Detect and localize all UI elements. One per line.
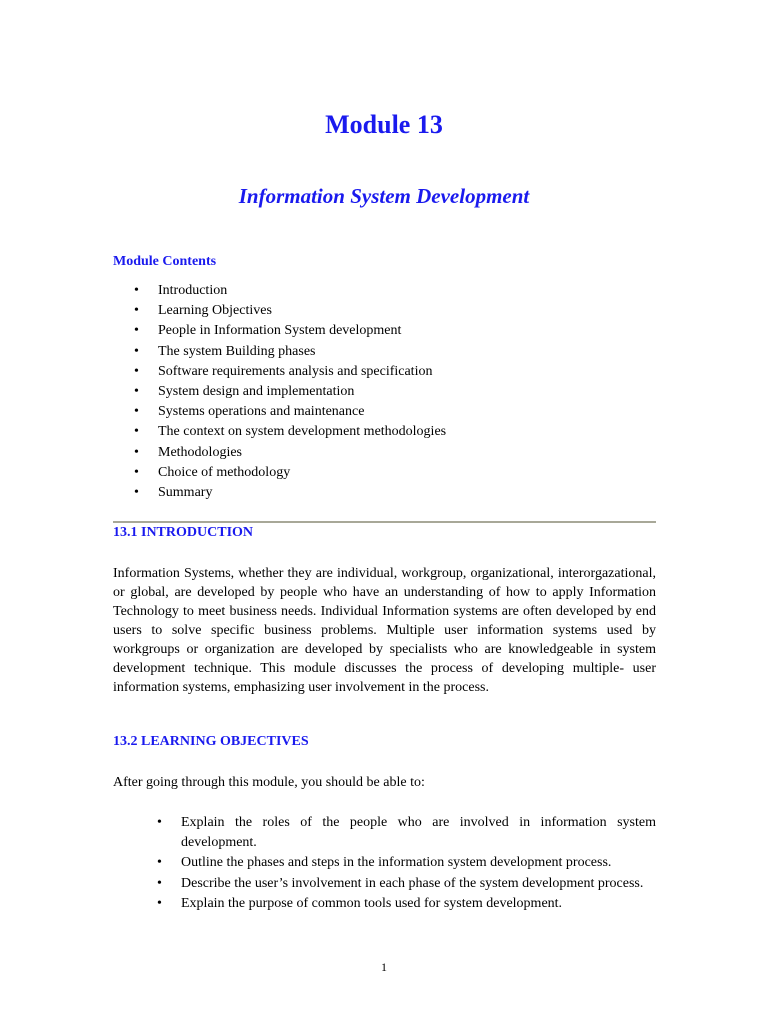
bullet-icon: • (134, 485, 139, 501)
bullet-icon: • (157, 815, 162, 830)
module-contents-heading: Module Contents (113, 254, 217, 269)
list-item-text: The system Building phases (158, 343, 316, 359)
list-item-text: Systems operations and maintenance (158, 404, 365, 420)
bullet-icon: • (134, 404, 139, 420)
list-item (134, 342, 658, 362)
bullet-icon: • (157, 855, 162, 871)
list-item (157, 853, 656, 873)
list-item (134, 382, 658, 402)
module-contents-list (134, 281, 658, 503)
learning-objectives-list (157, 813, 656, 914)
list-item (134, 422, 658, 442)
list-item (134, 463, 658, 483)
list-item-text: Learning Objectives (158, 303, 272, 319)
module-title: Module 13 (325, 110, 443, 139)
bullet-icon: • (134, 323, 139, 339)
page-number: 1 (381, 960, 387, 974)
list-item (157, 813, 656, 853)
bullet-icon: • (157, 875, 162, 891)
bullet-icon: • (134, 343, 139, 359)
list-item-text: The context on system development methodologies (158, 424, 447, 440)
list-item (134, 321, 658, 341)
list-item-text: People in Information System development (158, 323, 402, 339)
list-item (134, 483, 658, 503)
list-item (134, 301, 658, 321)
bullet-icon: • (134, 424, 139, 440)
learning-objectives-heading: 13.2 LEARNING OBJECTIVES (113, 734, 309, 749)
list-item (134, 402, 658, 422)
list-item (134, 281, 658, 301)
bullet-icon: • (134, 384, 139, 400)
list-item-text: Introduction (158, 283, 228, 298)
list-item (157, 874, 656, 894)
list-item-text: Software requirements analysis and specification (158, 363, 433, 379)
list-item-text: Methodologies (158, 444, 242, 460)
list-item (134, 443, 658, 463)
list-item-text: Choice of methodology (158, 464, 291, 480)
list-item-text: Explain the purpose of common tools used for system development. (181, 895, 563, 911)
bullet-icon: • (134, 363, 139, 379)
list-item (157, 894, 656, 914)
bullet-icon: • (157, 895, 162, 911)
list-item-text: Outline the phases and steps in the information system development process. (181, 855, 612, 871)
introduction-paragraph: Information Systems, whether they are individual, workgroup, organizational, interorgazational, or global, are developed by people who have an understanding of how to apply Information Technology to meet business needs. Individual Information systems are often developed by end users to solve specific business problems. Multiple user information systems used by workgroups or organization are developed by specialists who are knowledgeable in system development technique. This module discusses the process of developing multiple- user information systems, emphasizing user involvement in the process. (113, 566, 656, 695)
bullet-icon: • (134, 283, 139, 298)
bullet-icon: • (134, 464, 139, 480)
list-item (134, 362, 658, 382)
list-item-text: Summary (158, 485, 213, 501)
list-item-text: Describe the user’s involvement in each phase of the system development process. (181, 875, 644, 891)
bullet-icon: • (134, 444, 139, 460)
objectives-intro: After going through this module, you should be able to: (113, 775, 425, 790)
list-item-text: System design and implementation (158, 384, 355, 400)
introduction-heading: 13.1 INTRODUCTION (113, 525, 254, 540)
bullet-icon: • (134, 303, 139, 319)
module-subtitle: Information System Development (238, 184, 530, 208)
section-divider (113, 521, 656, 523)
list-item-text: Explain the roles of the people who are involved in information system development. (181, 815, 656, 851)
